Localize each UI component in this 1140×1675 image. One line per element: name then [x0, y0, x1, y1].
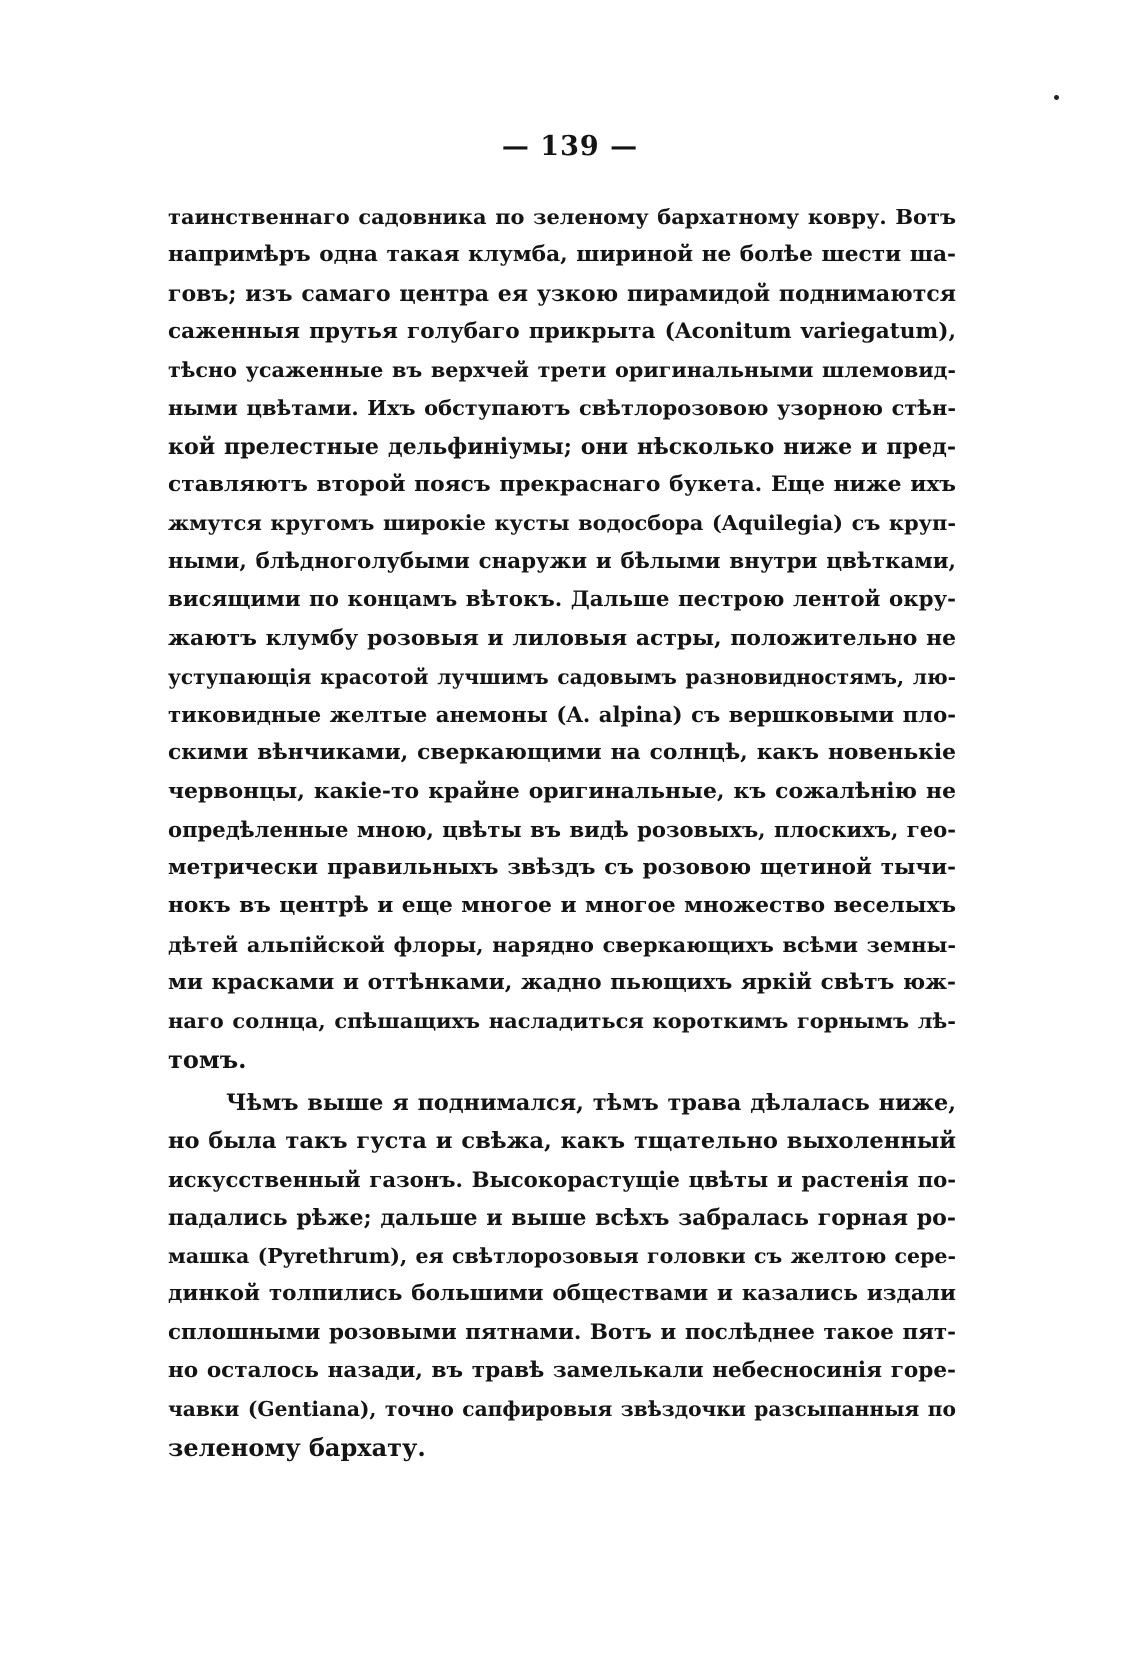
- text-line: падались рѣже; дальше и выше всѣхъ забралась горная ро-: [168, 1204, 956, 1231]
- text-line: ными цвѣтами. Ихъ обступаютъ свѣтлорозовою узорною стѣн-: [168, 395, 956, 421]
- text-line: зеленому бархату.: [168, 1432, 426, 1462]
- text-line: говъ; изъ самаго центра ея узкою пирамидой поднимаются: [168, 280, 956, 307]
- text-line: уступающія красотой лучшимъ садовымъ разновидностямъ, лю-: [168, 664, 956, 689]
- text-line: напримѣръ одна такая клумба, шириной не болѣе шести ша-: [168, 242, 956, 268]
- text-line: дѣтей альпійской флоры, нарядно сверкающихъ всѣми земны-: [168, 931, 956, 957]
- text-line: таинственнаго садовника по зеленому бархатному ковру. Вотъ: [168, 204, 956, 229]
- text-line: ными, блѣдноголубыми снаружи и бѣлыми внутри цвѣтками,: [168, 548, 956, 574]
- text-line: наго солнца, спѣшащихъ насладиться короткимъ горнымъ лѣ-: [168, 1008, 956, 1034]
- text-line: машка (Pyrethrum), ея свѣтлорозовыя головки съ желтою сере-: [168, 1244, 956, 1269]
- text-line: но была такъ густа и свѣжа, какъ тщательно выхоленный: [168, 1128, 956, 1155]
- stray-mark: [1054, 95, 1059, 100]
- text-line: саженныя прутья голубаго прикрыта (Aconitum variegatum),: [168, 318, 956, 344]
- text-line: динкой толпились большими обществами и казались издали: [168, 1281, 956, 1307]
- page-number: — 139 —: [501, 131, 639, 162]
- text-line: кой прелестные дельфиніумы; они нѣсколько ниже и пред-: [168, 433, 956, 460]
- text-line: опредѣленные мною, цвѣты въ видѣ розовыхъ, плоскихъ, гео-: [168, 816, 956, 842]
- text-line: ми красками и оттѣнками, жадно пьющихъ яркій свѣтъ юж-: [168, 969, 956, 995]
- text-line: чавки (Gentiana), точно сапфировыя звѣздочки разсыпанныя по: [168, 1397, 956, 1422]
- text-line: искусственный газонъ. Высокорастущіе цвѣты и растенія по-: [168, 1166, 956, 1192]
- text-line: червонцы, какіе-то крайне оригинальные, къ сожалѣнію не: [168, 778, 956, 805]
- text-line: жаютъ клумбу розовыя и лиловыя астры, положительно не: [168, 625, 956, 652]
- text-line: но осталось назади, въ травѣ замелькали небесносинія горе-: [168, 1358, 956, 1384]
- text-line: сплошными розовыми пятнами. Вотъ и послѣднее такое пят-: [168, 1319, 956, 1345]
- text-line: скими вѣнчиками, сверкающими на солнцѣ, какъ новенькіе: [168, 740, 956, 766]
- text-line: нокъ въ центрѣ и еще многое и многое множество веселыхъ: [168, 893, 956, 919]
- paragraph-2: [168, 1084, 956, 1467]
- paragraph-1: [168, 198, 956, 1079]
- text-line: Чѣмъ выше я поднимался, тѣмъ трава дѣлалась ниже,: [226, 1090, 956, 1116]
- text-line: томъ.: [168, 1044, 247, 1074]
- text-line: тѣсно усаженные въ верхчей трети оригинальными шлемовид-: [168, 358, 956, 383]
- text-line: висящими по концамъ вѣтокъ. Дальше пестрою лентой окру-: [168, 586, 956, 612]
- text-line: ставляютъ второй поясъ прекраснаго букета. Еще ниже ихъ: [168, 472, 956, 498]
- text-line: тиковидные желтые анемоны (A. alpina) съ вершковыми пло-: [168, 701, 956, 727]
- text-line: метрически правильныхъ звѣздъ съ розовою щетиной тычи-: [168, 855, 956, 881]
- text-line: жмутся кругомъ широкіе кусты водосбора (Aquilegia) съ круп-: [168, 510, 956, 536]
